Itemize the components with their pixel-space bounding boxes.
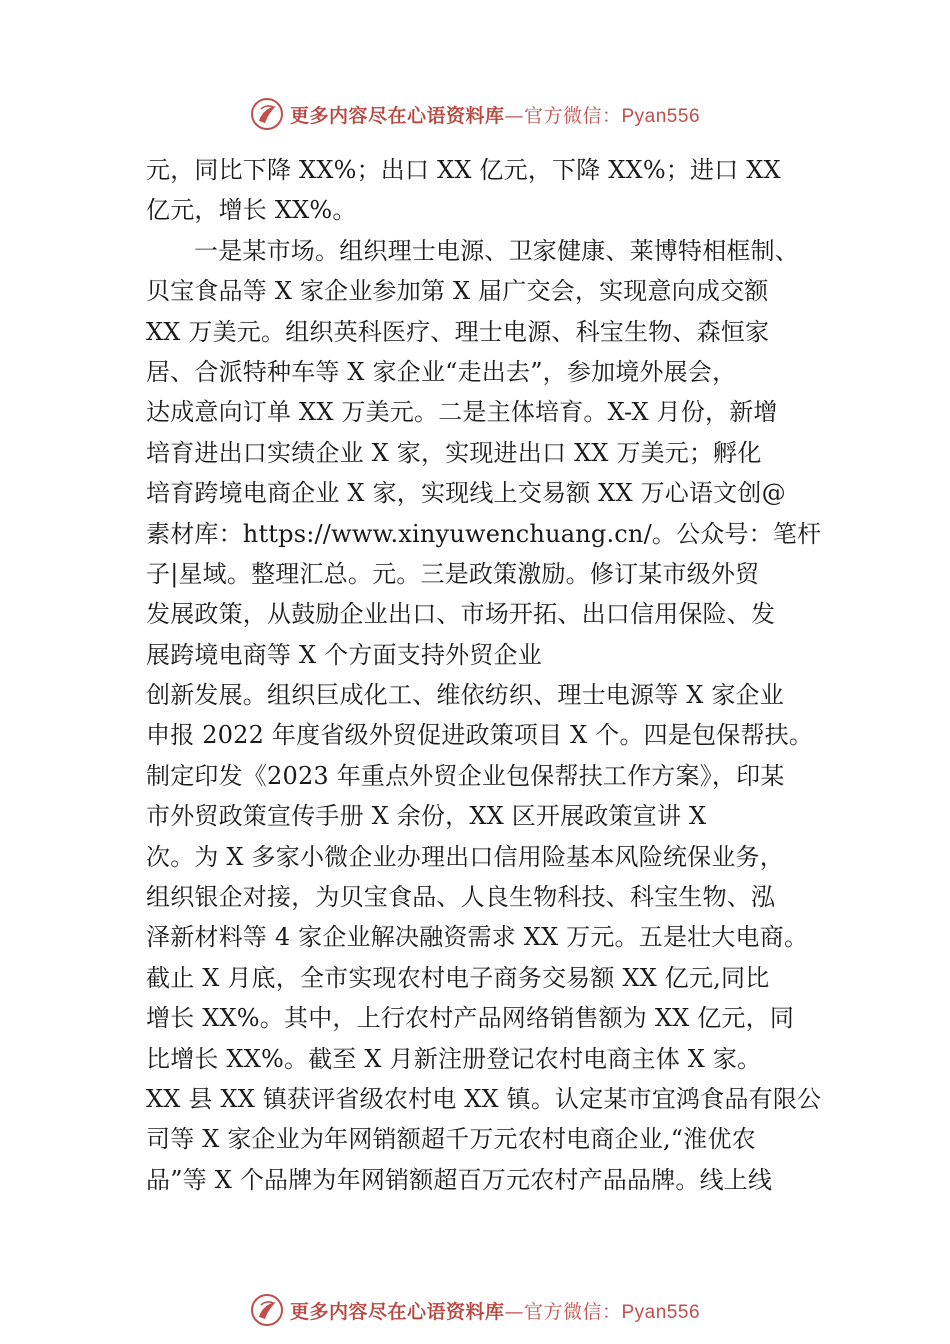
body-line: 次。为 X 多家小微企业办理出口信用险基本风险统保业务， bbox=[146, 842, 784, 871]
header-brand: 更多内容尽在心语资料库 bbox=[289, 104, 505, 127]
logo-icon bbox=[250, 1293, 284, 1327]
body-line: 申报 2022 年度省级外贸促进政策项目 X 个。四是包保帮扶。 bbox=[146, 721, 814, 750]
body-line: 品”等 X 个品牌为年网销额超百万元农村产品品牌。线上线 bbox=[146, 1165, 773, 1194]
body-line: 居、合派特种车等 X 家企业“走出去”，参加境外展会， bbox=[146, 357, 737, 386]
document-body bbox=[146, 150, 826, 1200]
footer-wechat-id: Pyan556 bbox=[621, 1301, 701, 1323]
header-separator: — bbox=[504, 104, 524, 127]
header-wechat-id: Pyan556 bbox=[621, 105, 701, 127]
body-line: 亿元，增长 XX%。 bbox=[146, 196, 357, 225]
logo-icon bbox=[250, 97, 284, 131]
body-line: 市外贸政策宣传手册 X 余份，XX 区开展政策宣讲 X bbox=[146, 802, 707, 831]
body-line: 创新发展。组织巨成化工、维依纺织、理士电源等 X 家企业 bbox=[146, 681, 784, 710]
body-line: 司等 X 家企业为年网销额超千万元农村电商企业,“淮优农 bbox=[146, 1125, 756, 1154]
footer-banner-text bbox=[290, 1297, 700, 1324]
body-line: XX 万美元。组织英科医疗、理士电源、科宝生物、森恒家 bbox=[146, 317, 770, 346]
body-line: 素材库：https://www.xinyuwenchuang.cn/。公众号：笔杆 bbox=[146, 519, 822, 548]
header-banner-text bbox=[290, 101, 700, 128]
body-line: 截止 X 月底，全市实现农村电子商务交易额 XX 亿元,同比 bbox=[146, 963, 770, 992]
footer-brand: 更多内容尽在心语资料库 bbox=[289, 1300, 505, 1323]
body-line: 达成意向订单 XX 万美元。二是主体培育。X-X 月份，新增 bbox=[146, 398, 778, 427]
body-line: 泽新材料等 4 家企业解决融资需求 XX 万元。五是壮大电商。 bbox=[146, 923, 809, 952]
body-line: 比增长 XX%。截至 X 月新注册登记农村电商主体 X 家。 bbox=[146, 1044, 762, 1073]
body-line: 培育进出口实绩企业 X 家，实现进出口 XX 万美元；孵化 bbox=[146, 438, 762, 467]
body-line: 培育跨境电商企业 X 家，实现线上交易额 XX 万心语文创@ bbox=[146, 479, 786, 508]
footer-separator: — bbox=[504, 1300, 524, 1323]
footer-banner bbox=[0, 1290, 950, 1330]
body-line: 发展政策，从鼓励企业出口、市场开拓、出口信用保险、发 bbox=[146, 600, 776, 629]
body-line: 展跨境电商等 X 个方面支持外贸企业 bbox=[146, 640, 542, 669]
header-banner bbox=[0, 94, 950, 134]
body-line: 制定印发《2023 年重点外贸企业包保帮扶工作方案》，印某 bbox=[146, 761, 785, 790]
body-line: 子|星域。整理汇总。元。三是政策激励。修订某市级外贸 bbox=[146, 559, 760, 588]
body-line: XX 县 XX 镇获评省级农村电 XX 镇。认定某市宜鸿食品有限公 bbox=[146, 1084, 822, 1113]
body-line: 元，同比下降 XX%；出口 XX 亿元，下降 XX%；进口 XX bbox=[146, 156, 781, 184]
body-line: 贝宝食品等 X 家企业参加第 X 届广交会，实现意向成交额 bbox=[146, 277, 769, 306]
body-line: 组织银企对接，为贝宝食品、人良生物科技、科宝生物、泓 bbox=[146, 883, 776, 912]
paragraph-start-line: 一是某市场。组织理士电源、卫家健康、莱博特相框制、 bbox=[194, 236, 799, 265]
body-line: 增长 XX%。其中，上行农村产品网络销售额为 XX 亿元，同 bbox=[146, 1004, 795, 1033]
header-wechat-label: 官方微信： bbox=[523, 104, 622, 127]
footer-wechat-label: 官方微信： bbox=[523, 1300, 622, 1323]
